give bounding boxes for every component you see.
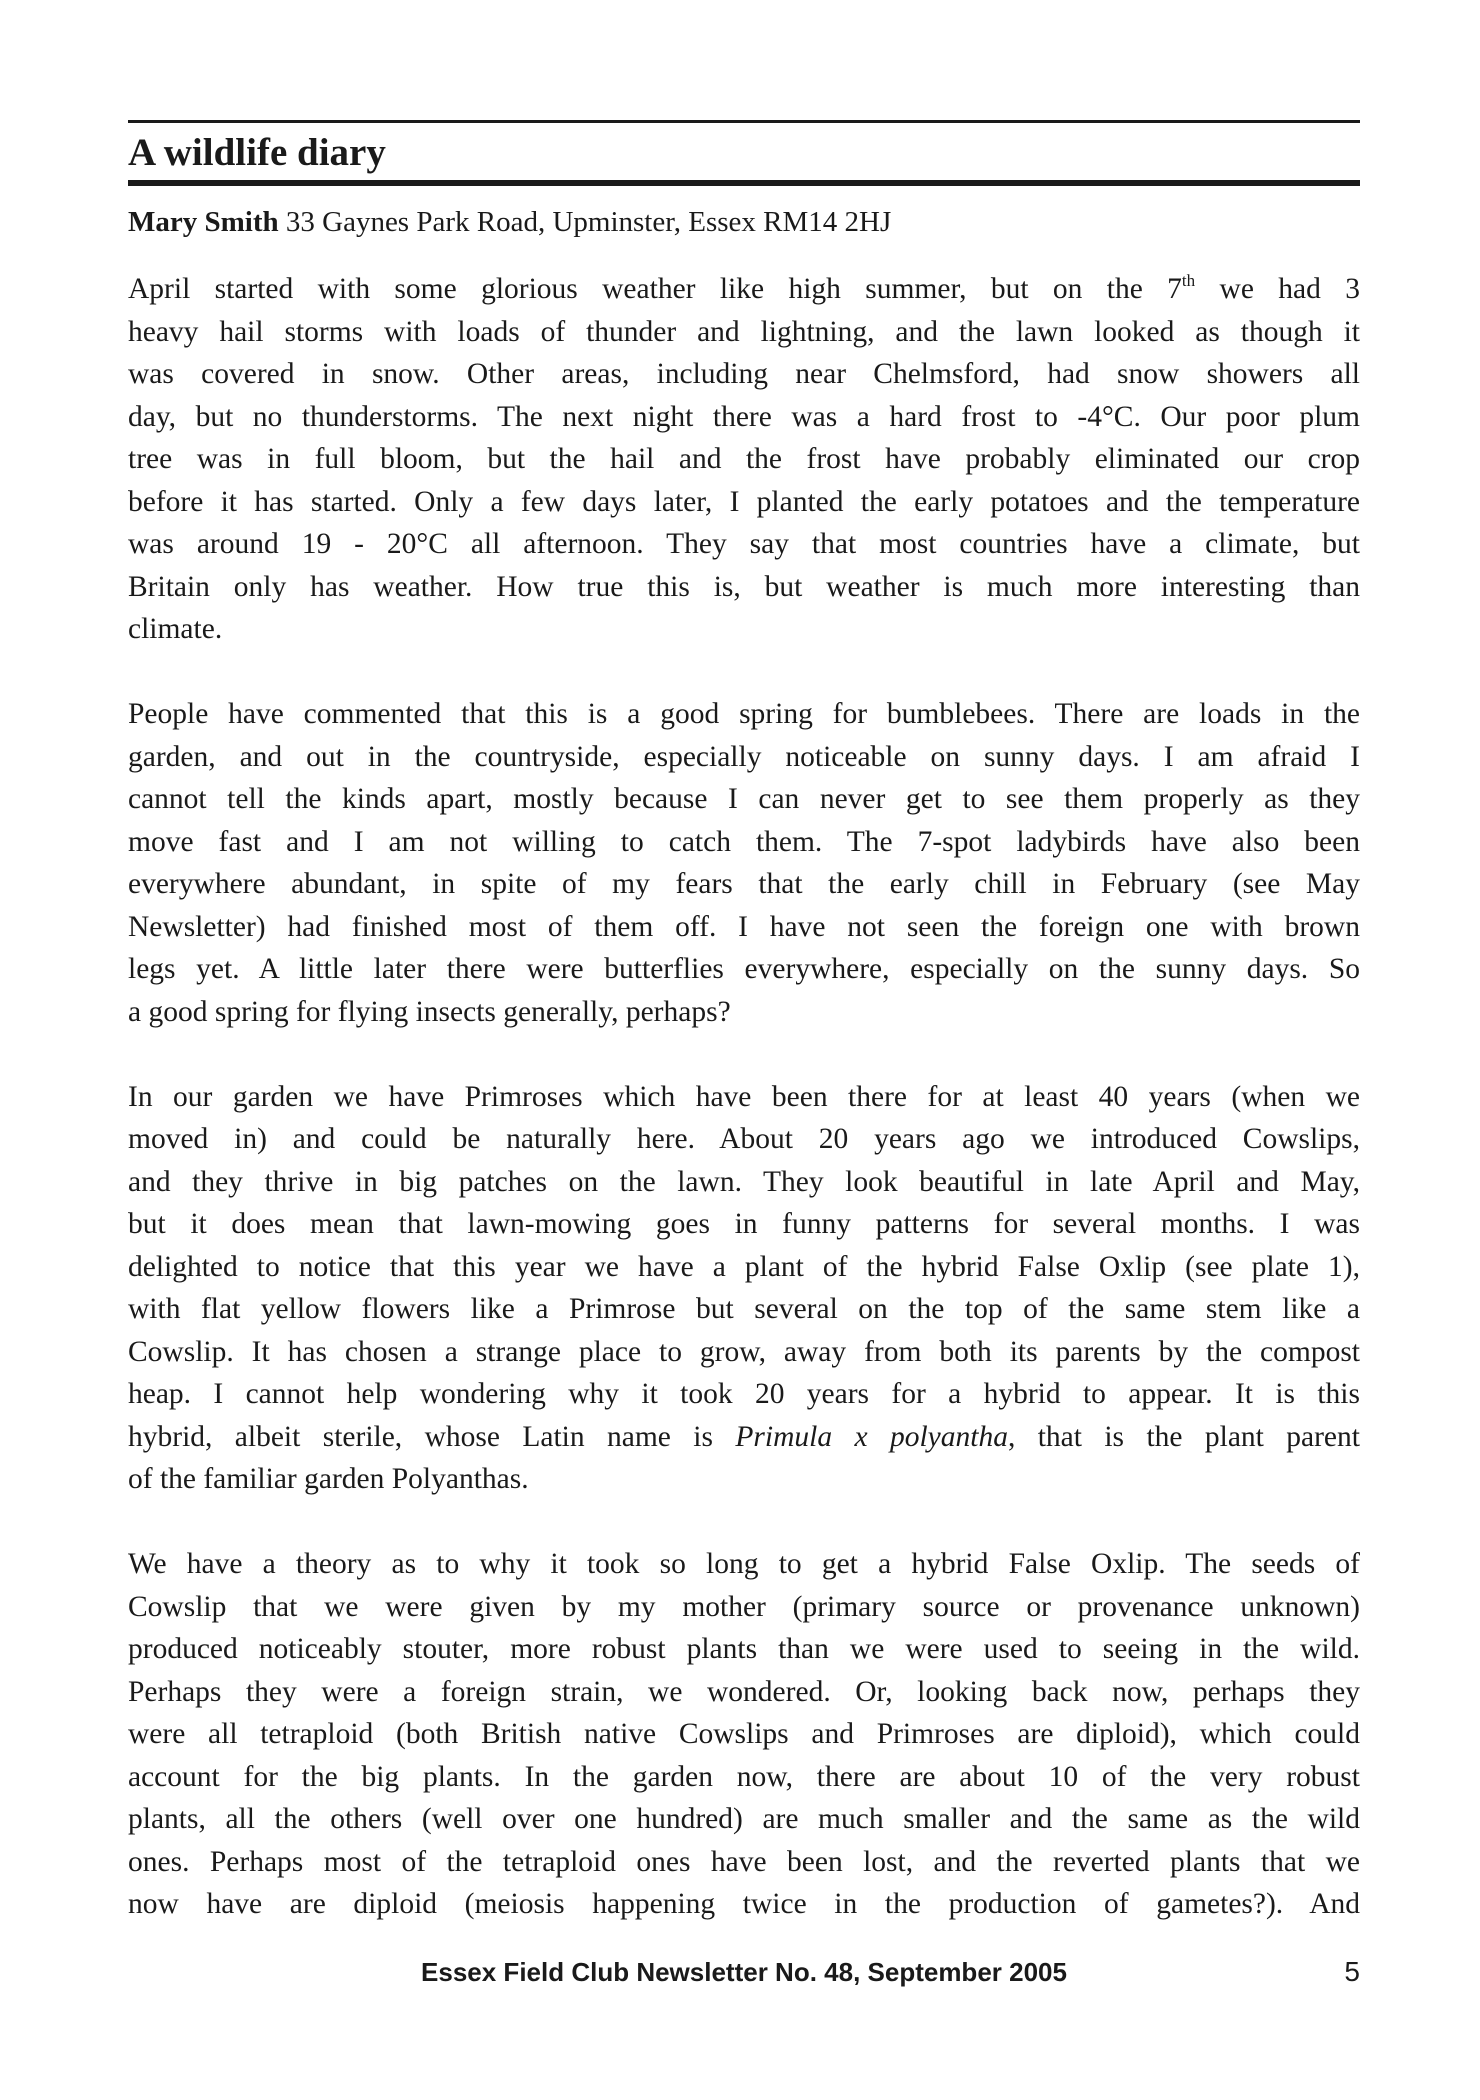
page-number: 5	[1344, 1956, 1360, 1987]
paragraph-line: In our garden we have Primroses which have been there for at least 40 years (when we	[128, 1080, 1360, 1113]
paragraph-line: and they thrive in big patches on the lawn. They look beautiful in late April and May,	[128, 1165, 1360, 1198]
paragraph-line: Britain only has weather. How true this is, but weather is much more interesting than	[128, 570, 1360, 603]
text-run: April started with some glorious weather like high summer, but on the 7	[128, 273, 1182, 305]
author-name: Mary Smith	[128, 206, 279, 238]
paragraph-line: account for the big plants. In the garden now, there are about 10 of the very robust	[128, 1760, 1360, 1793]
paragraph-line: cannot tell the kinds apart, mostly because I can never get to see them properly as they	[128, 783, 1360, 815]
paragraph-line: a good spring for flying insects generally, perhaps?	[128, 995, 731, 1028]
author-address: 33 Gaynes Park Road, Upminster, Essex RM14 2HJ	[285, 206, 892, 238]
paragraph-line: People have commented that this is a good spring for bumblebees. There are loads in the	[128, 698, 1360, 730]
title-rule-bottom	[128, 180, 1360, 186]
paragraph-line: now have are diploid (meiosis happening twice in the production of gametes?). And	[128, 1888, 1360, 1920]
paragraph-line: Perhaps they were a foreign strain, we wondered. Or, looking back now, perhaps they	[128, 1675, 1360, 1708]
paragraph-line: with flat yellow flowers like a Primrose but several on the top of the same stem like a	[128, 1293, 1360, 1325]
ordinal-suffix: th	[1181, 271, 1196, 290]
paragraph-line: heap. I cannot help wondering why it took 20 years for a hybrid to appear. It is this	[128, 1378, 1360, 1410]
paragraph-line: moved in) and could be naturally here. About 20 years ago we introduced Cowslips,	[128, 1123, 1360, 1155]
paragraph-2	[128, 693, 1360, 1033]
paragraph-line: was around 19 - 20°C all afternoon. They say that most countries have a climate, but	[128, 528, 1360, 560]
text-run: , that is the plant parent	[1007, 1420, 1360, 1453]
paragraph-line: was covered in snow. Other areas, including near Chelmsford, had snow showers all	[128, 358, 1360, 390]
paragraph-line: before it has started. Only a few days later, I planted the early potatoes and the temperature	[128, 485, 1360, 518]
publication-footer: Essex Field Club Newsletter No. 48, September 2005	[421, 1957, 1067, 1987]
byline	[128, 202, 891, 242]
paragraph-line: heavy hail storms with loads of thunder and lightning, and the lawn looked as though it	[128, 315, 1360, 348]
paragraph-line: move fast and I am not willing to catch them. The 7-spot ladybirds have also been	[128, 825, 1360, 858]
paragraph-line: produced noticeably stouter, more robust plants than we were used to seeing in the wild.	[128, 1633, 1360, 1665]
paragraph-line: Newsletter) had finished most of them off. I have not seen the foreign one with brown	[128, 910, 1360, 943]
paragraph-3	[128, 1076, 1360, 1501]
page-footer	[128, 1950, 1360, 1994]
article-title: A wildlife diary	[128, 131, 386, 174]
paragraph-line: Cowslip that we were given by my mother (primary source or provenance unknown)	[128, 1590, 1360, 1623]
paragraph-line	[128, 1416, 1360, 1459]
paragraph-line: garden, and out in the countryside, especially noticeable on sunny days. I am afraid I	[128, 740, 1360, 773]
article-body	[128, 268, 1360, 1968]
title-rule-top	[128, 120, 1360, 123]
paragraph-1	[128, 268, 1360, 651]
paragraph-line	[128, 268, 1360, 311]
paragraph-line: tree was in full bloom, but the hail and the frost have probably eliminated our crop	[128, 443, 1360, 475]
paragraph-line: climate.	[128, 613, 223, 645]
paragraph-line: everywhere abundant, in spite of my fears that the early chill in February (see May	[128, 868, 1360, 900]
paragraph-line: day, but no thunderstorms. The next night there was a hard frost to -4°C. Our poor plum	[128, 400, 1360, 433]
paragraph-line: We have a theory as to why it took so long to get a hybrid False Oxlip. The seeds of	[128, 1548, 1360, 1580]
paragraph-line: of the familiar garden Polyanthas.	[128, 1463, 529, 1495]
paragraph-4	[128, 1543, 1360, 1926]
paragraph-line: delighted to notice that this year we have a plant of the hybrid False Oxlip (see plate 1),	[128, 1250, 1360, 1283]
latin-name: Primula x polyantha	[735, 1420, 1008, 1453]
paragraph-line: legs yet. A little later there were butterflies everywhere, especially on the sunny days. So	[128, 953, 1360, 985]
paragraph-line: plants, all the others (well over one hundred) are much smaller and the same as the wild	[128, 1803, 1360, 1835]
paragraph-line: but it does mean that lawn-mowing goes in funny patterns for several months. I was	[128, 1208, 1360, 1240]
paragraph-line: Cowslip. It has chosen a strange place to grow, away from both its parents by the compost	[128, 1335, 1360, 1368]
paragraph-line: ones. Perhaps most of the tetraploid ones have been lost, and the reverted plants that we	[128, 1845, 1360, 1878]
text-run: hybrid, albeit sterile, whose Latin name is	[128, 1420, 736, 1453]
text-run: we had 3	[1195, 273, 1360, 305]
paragraph-line: were all tetraploid (both British native Cowslips and Primroses are diploid), which could	[128, 1718, 1360, 1750]
